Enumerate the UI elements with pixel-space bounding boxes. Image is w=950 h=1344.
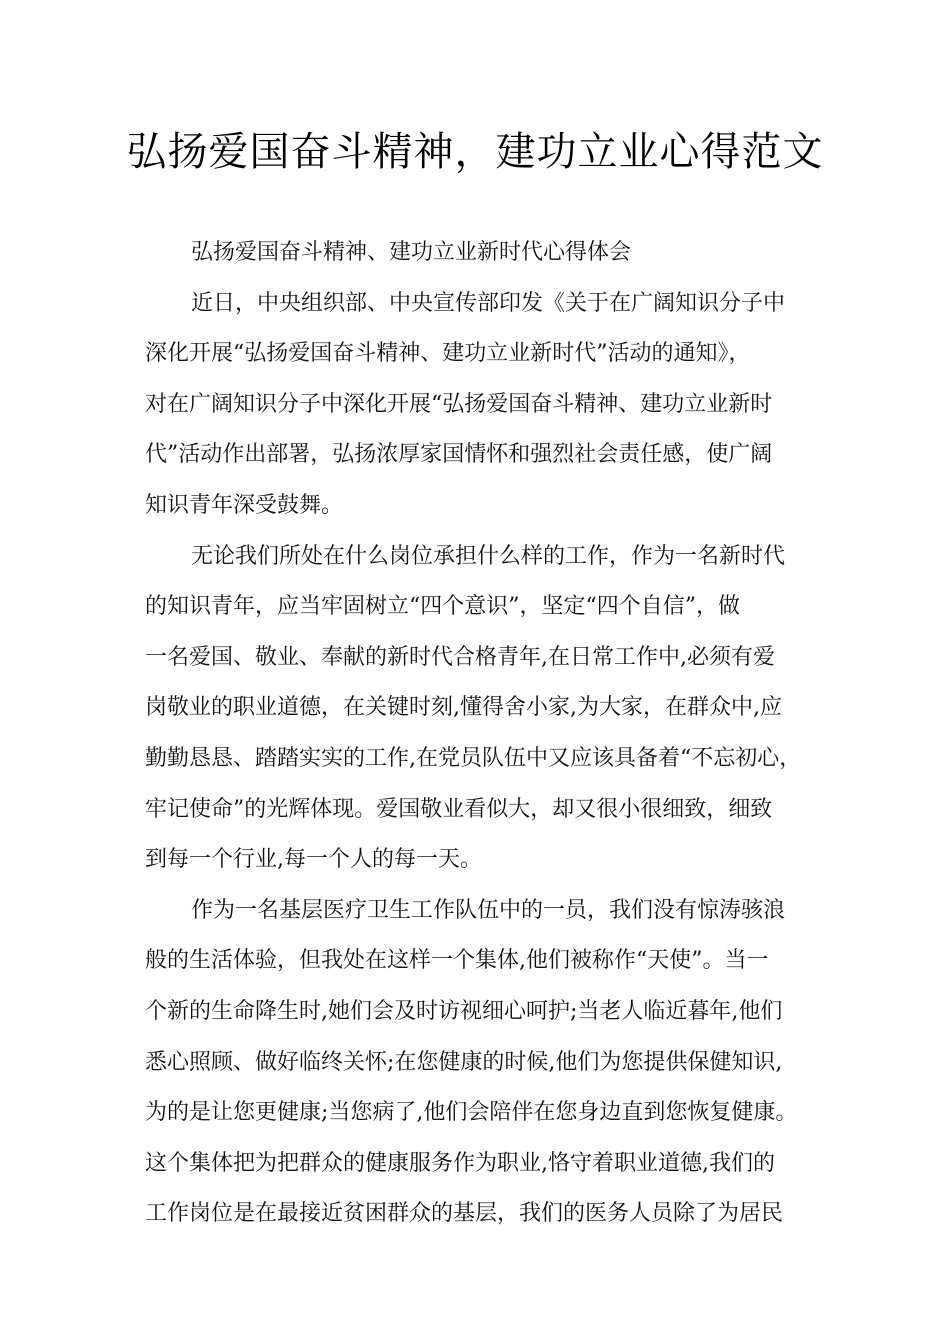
paragraph-3-line: 般的生活体验，但我处在这样一个集体,他们被称作“天使”。当一 [145, 948, 769, 974]
paragraph-1-line: 对在广阔知识分子中深化开展“弘扬爱国奋斗精神、建功立业新时 [145, 391, 773, 417]
paragraph-3-line: 个新的生命降生时,她们会及时访视细心呵护;当老人临近暮年,他们 [145, 998, 783, 1024]
paragraph-1-line: 代”活动作出部署，弘扬浓厚家国情怀和强烈社会责任感，使广阔 [145, 442, 773, 468]
paragraph-3-line: 悉心照顾、做好临终关怀;在您健康的时候,他们为您提供保健知识, [145, 1049, 783, 1075]
paragraph-2-line: 到每一个行业,每一个人的每一天。 [145, 847, 482, 873]
paragraph-1-line: 深化开展“弘扬爱国奋斗精神、建功立业新时代”活动的通知》， [145, 341, 751, 367]
document-body [145, 228, 825, 1240]
paragraph-2-line: 勤勤恳恳、踏踏实实的工作,在党员队伍中又应该具备着“不忘初心， [145, 745, 802, 771]
document-title: 弘扬爱国奋斗精神，建功立业心得范文 [126, 129, 824, 175]
paragraph-2-line: 牢记使命”的光辉体现。爱国敬业看似大，却又很小很细致，细致 [145, 796, 773, 822]
paragraph-2-line: 岗敬业的职业道德，在关键时刻,懂得舍小家,为大家，在群众中,应 [145, 695, 782, 721]
paragraph-2-line: 一名爱国、敬业、奉献的新时代合格青年,在日常工作中,必须有爱 [145, 644, 775, 670]
paragraph-1-line: 近日，中央组织部、中央宣传部印发《关于在广阔知识分子中 [191, 290, 786, 316]
paragraph-3-line: 这个集体把为把群众的健康服务作为职业,恪守着职业道德,我们的 [145, 1150, 775, 1176]
paragraph-2-line: 无论我们所处在什么岗位承担什么样的工作，作为一名新时代 [191, 543, 786, 569]
paragraph-2-line: 的知识青年，应当牢固树立“四个意识”，坚定“四个自信”，做 [145, 594, 740, 620]
subtitle-line: 弘扬爱国奋斗精神、建功立业新时代心得体会 [191, 240, 632, 265]
paragraph-3-line: 工作岗位是在最接近贫困群众的基层，我们的医务人员除了为居民 [145, 1201, 784, 1227]
paragraph-3-line: 为的是让您更健康;当您病了,他们会陪伴在您身边直到您恢复健康。 [145, 1100, 798, 1126]
paragraph-3-line: 作为一名基层医疗卫生工作队伍中的一员，我们没有惊涛骇浪 [191, 897, 786, 923]
paragraph-1-line: 知识青年深受鼓舞。 [145, 492, 344, 518]
